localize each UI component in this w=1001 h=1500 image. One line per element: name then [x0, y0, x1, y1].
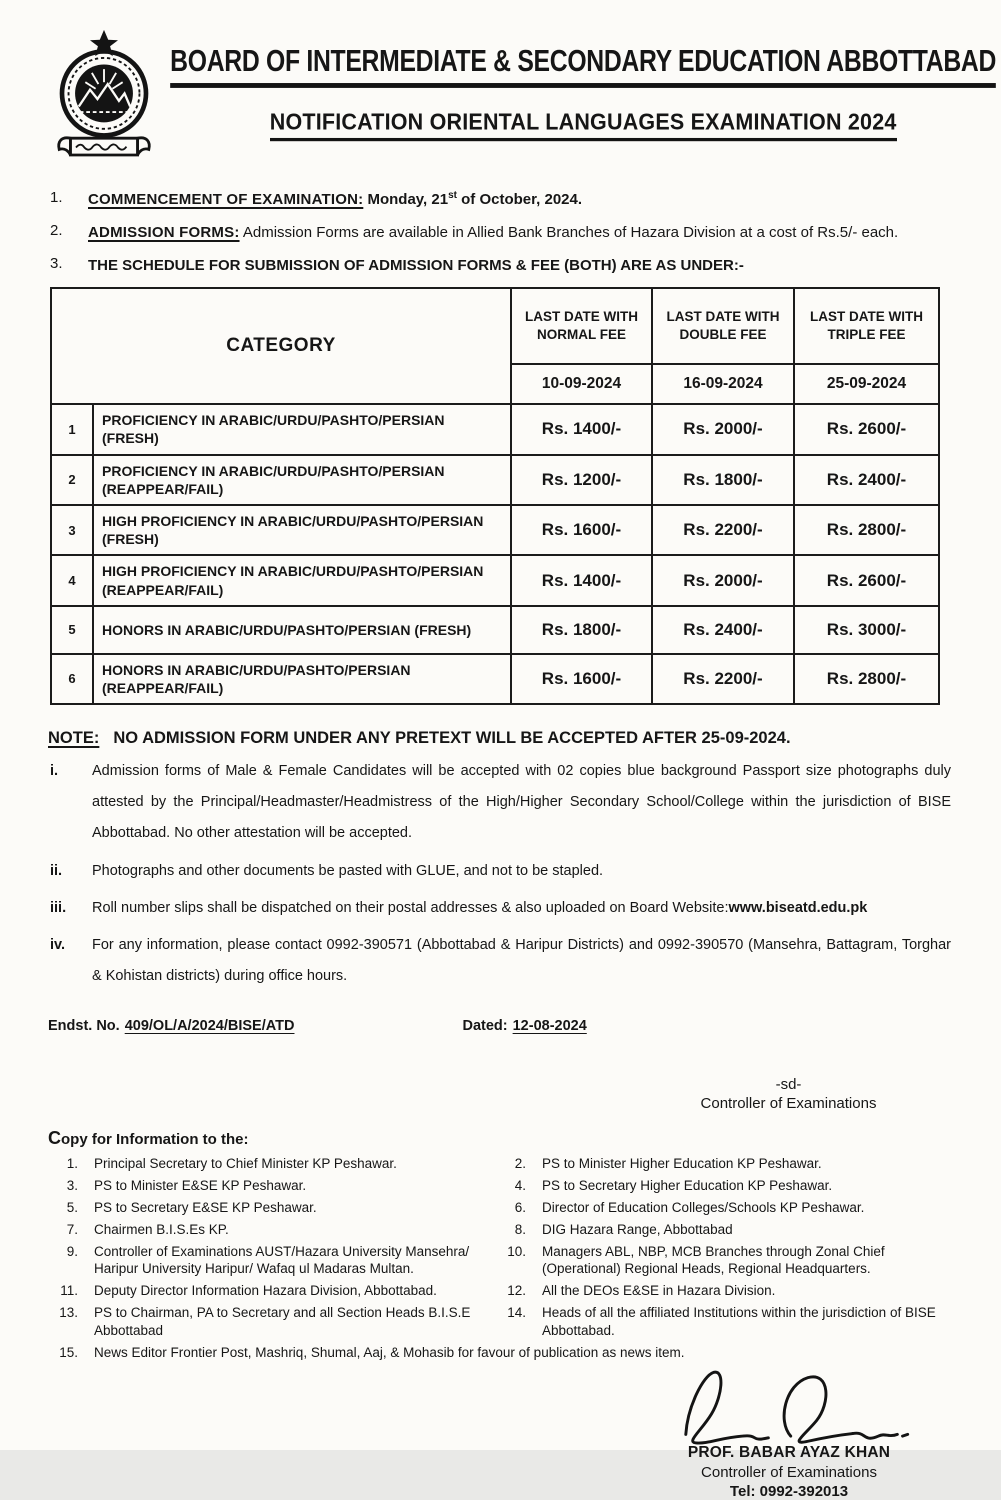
item-number: 3.	[50, 254, 63, 272]
list-item	[496, 1155, 951, 1173]
triple-fee-cell: Rs. 2400/-	[794, 455, 939, 505]
double-fee-cell: Rs. 2000/-	[652, 555, 794, 605]
page-title: BOARD OF INTERMEDIATE & SECONDARY EDUCATION ABBOTTABAD	[170, 44, 996, 88]
copy-column-right	[496, 1155, 951, 1343]
note-points	[48, 756, 951, 992]
signature-image	[660, 1362, 918, 1450]
list-text: PS to Secretary Higher Education KP Peshawar.	[542, 1178, 833, 1194]
list-number: 6.	[514, 1199, 526, 1215]
header-line: LAST DATE WITH	[525, 309, 638, 325]
board-seal-icon	[48, 28, 160, 170]
header-line: DOUBLE FEE	[679, 327, 767, 343]
document-header	[48, 26, 997, 175]
list-text: Heads of all the affiliated Institutions within the jurisdiction of BISE Abbottabad.	[542, 1305, 936, 1338]
header-line: TRIPLE FEE	[827, 327, 906, 343]
list-number: 10.	[507, 1243, 526, 1259]
header-titles	[166, 26, 1000, 140]
board-website-url: www.biseatd.edu.pk	[728, 899, 868, 916]
commencement-label: COMMENCEMENT OF EXAMINATION:	[88, 191, 364, 208]
double-fee-date: 16-09-2024	[652, 364, 794, 404]
triple-fee-cell: Rs. 2600/-	[794, 555, 939, 605]
point-number: iii.	[50, 899, 67, 916]
list-number: 12.	[507, 1283, 526, 1299]
list-text: Principal Secretary to Chief Minister KP Peshawar.	[94, 1156, 397, 1172]
list-item	[48, 1199, 496, 1217]
list-item	[496, 1199, 951, 1217]
normal-fee-header	[511, 288, 652, 364]
header-line: NORMAL FEE	[536, 327, 626, 343]
double-fee-header	[652, 288, 794, 364]
list-item	[496, 1243, 951, 1279]
sd-mark: -sd-	[775, 1076, 802, 1094]
normal-fee-cell: Rs. 1800/-	[511, 606, 652, 654]
triple-fee-cell: Rs. 3000/-	[794, 606, 939, 654]
list-item	[48, 1243, 496, 1279]
triple-fee-date: 25-09-2024	[794, 364, 939, 404]
category-cell: HIGH PROFICIENCY IN ARABIC/URDU/PASHTO/PERSIAN (FRESH)	[93, 505, 511, 555]
ordinal-suffix: st	[448, 190, 457, 201]
normal-fee-cell: Rs. 1600/-	[511, 505, 652, 555]
normal-fee-cell: Rs. 1200/-	[511, 455, 652, 505]
copy-column-left	[48, 1155, 496, 1343]
list-number: 1.	[66, 1156, 78, 1172]
normal-fee-cell: Rs. 1400/-	[511, 555, 652, 605]
row-number: 4	[51, 555, 93, 605]
point-text-pre: Roll number slips shall be dispatched on their postal addresses & also uploaded on Board Website:	[92, 899, 729, 916]
table-row	[51, 654, 939, 704]
dated-value: 12-08-2024	[512, 1018, 587, 1035]
admission-forms-text: Admission Forms are available in Allied Bank Branches of Hazara Division at a cost of Rs.5/- each.	[242, 223, 899, 241]
list-text: Chairmen B.I.S.Es KP.	[94, 1221, 229, 1237]
category-cell: HONORS IN ARABIC/URDU/PASHTO/PERSIAN (FRESH)	[93, 606, 511, 654]
copy-for-information	[48, 1128, 951, 1359]
list-number: 14.	[507, 1305, 526, 1321]
point-number: i.	[50, 763, 59, 780]
table-row	[51, 505, 939, 555]
header-line: LAST DATE WITH	[810, 309, 923, 325]
list-number: 4.	[514, 1178, 526, 1194]
category-cell: HIGH PROFICIENCY IN ARABIC/URDU/PASHTO/PERSIAN (REAPPEAR/FAIL)	[93, 555, 511, 605]
note-text: NO ADMISSION FORM UNDER ANY PRETEXT WILL BE ACCEPTED AFTER 25-09-2024.	[113, 729, 791, 748]
admission-forms-label: ADMISSION FORMS:	[88, 223, 240, 241]
list-item	[496, 1282, 951, 1300]
list-number: 3.	[66, 1178, 78, 1194]
list-item	[48, 1221, 496, 1239]
note-label: NOTE:	[48, 729, 100, 748]
sd-title: Controller of Examinations	[700, 1095, 877, 1113]
list-text: PS to Minister Higher Education KP Peshawar.	[542, 1156, 822, 1172]
triple-fee-cell: Rs. 2600/-	[794, 404, 939, 454]
list-number: 8.	[514, 1221, 526, 1237]
row-number: 3	[51, 505, 93, 555]
category-header: CATEGORY	[51, 288, 511, 404]
normal-fee-cell: Rs. 1600/-	[511, 654, 652, 704]
list-text: PS to Secretary E&SE KP Peshawar.	[94, 1199, 317, 1215]
list-item	[496, 1304, 951, 1340]
point-number: ii.	[50, 862, 63, 879]
endorsement-line	[48, 1018, 951, 1034]
sd-block	[681, 1076, 896, 1112]
signatory-telephone: Tel: 0992-392013	[729, 1482, 849, 1500]
triple-fee-header	[794, 288, 939, 364]
table-row	[51, 455, 939, 505]
list-item	[48, 1155, 496, 1173]
list-item	[496, 1221, 951, 1239]
double-fee-cell: Rs. 2000/-	[652, 404, 794, 454]
point-text: Admission forms of Male & Female Candidates will be accepted with 02 copies blue background Passport size photographs duly attested by the Principal/Headmaster/Headmistress of the High/Higher Secondary School/College within the jurisdiction of BISE Abbottabad. No other attestation will be accepted.	[92, 763, 951, 842]
double-fee-cell: Rs. 2200/-	[652, 505, 794, 555]
list-text: Deputy Director Information Hazara Division, Abbottabad.	[94, 1283, 437, 1299]
list-number: 5.	[66, 1199, 78, 1215]
signatory-title: Controller of Examinations	[701, 1463, 877, 1481]
note-point-iv	[48, 930, 951, 992]
page-subtitle: NOTIFICATION ORIENTAL LANGUAGES EXAMINATION 2024	[270, 109, 897, 141]
list-number: 15.	[59, 1344, 78, 1360]
row-number: 1	[51, 404, 93, 454]
double-fee-cell: Rs. 1800/-	[652, 455, 794, 505]
list-number: 2.	[514, 1156, 526, 1172]
list-text: Managers ABL, NBP, MCB Branches through Zonal Chief (Operational) Regional Heads, Regional Headquarters.	[542, 1243, 885, 1277]
note-point-iii	[48, 893, 951, 924]
list-text: PS to Chairman, PA to Secretary and all Section Heads B.I.S.E Abbottabad	[94, 1305, 471, 1338]
list-text: News Editor Frontier Post, Mashriq, Shumal, Aaj, & Mohasib for favour of publication as news item.	[94, 1344, 685, 1360]
commencement-date-pre: Monday, 21	[367, 191, 449, 208]
table-row	[51, 404, 939, 454]
item-text	[88, 222, 951, 244]
list-item	[48, 1282, 496, 1300]
list-number: 9.	[66, 1243, 78, 1259]
list-number: 7.	[66, 1221, 78, 1237]
note-point-ii	[48, 856, 951, 887]
list-item	[48, 1304, 496, 1340]
normal-fee-cell: Rs. 1400/-	[511, 404, 652, 454]
double-fee-cell: Rs. 2200/-	[652, 654, 794, 704]
list-text: PS to Minister E&SE KP Peshawar.	[94, 1178, 307, 1194]
intro-items	[48, 189, 951, 276]
category-cell: HONORS IN ARABIC/URDU/PASHTO/PERSIAN (REAPPEAR/FAIL)	[93, 654, 511, 704]
list-text: Director of Education Colleges/Schools KP Peshawar.	[542, 1199, 865, 1215]
intro-item-1	[48, 189, 951, 211]
fee-schedule-table	[50, 287, 940, 705]
point-text: Photographs and other documents be pasted with GLUE, and not to be stapled.	[92, 862, 604, 879]
row-number: 5	[51, 606, 93, 654]
list-text: Controller of Examinations AUST/Hazara University Mansehra/ Haripur University Haripur/ Wafaq ul Madaras Multan.	[94, 1243, 470, 1277]
list-item	[496, 1177, 951, 1195]
row-number: 6	[51, 654, 93, 704]
row-number: 2	[51, 455, 93, 505]
signatory-name: PROF. BABAR AYAZ KHAN	[687, 1443, 891, 1461]
endst-label: Endst. No.	[48, 1018, 120, 1035]
point-text: For any information, please contact 0992-390571 (Abbottabad & Haripur Districts) and 0992-390570 (Mansehra, Battagram, Torghar & Kohistan districts) during office hours.	[92, 936, 951, 985]
item-text	[88, 189, 951, 211]
list-number: 11.	[60, 1283, 78, 1299]
normal-fee-date: 10-09-2024	[511, 364, 652, 404]
list-number: 13.	[59, 1305, 78, 1321]
copy-heading: Copy for Information to the:	[48, 1128, 249, 1149]
list-text: DIG Hazara Range, Abbottabad	[542, 1221, 733, 1237]
point-text	[92, 893, 951, 924]
board-seal-icon	[48, 28, 166, 175]
double-fee-cell: Rs. 2400/-	[652, 606, 794, 654]
list-text: All the DEOs E&SE in Hazara Division.	[542, 1283, 776, 1299]
intro-item-3	[48, 255, 951, 277]
note-point-i	[48, 756, 951, 850]
triple-fee-cell: Rs. 2800/-	[794, 505, 939, 555]
category-cell: PROFICIENCY IN ARABIC/URDU/PASHTO/PERSIAN (REAPPEAR/FAIL)	[93, 455, 511, 505]
category-cell: PROFICIENCY IN ARABIC/URDU/PASHTO/PERSIAN (FRESH)	[93, 404, 511, 454]
note-heading	[48, 729, 951, 748]
triple-fee-cell: Rs. 2800/-	[794, 654, 939, 704]
item-number: 1.	[50, 189, 63, 206]
commencement-date-post: of October, 2024.	[456, 191, 583, 208]
schedule-heading: THE SCHEDULE FOR SUBMISSION OF ADMISSION FORMS & FEE (BOTH) ARE AS UNDER:-	[88, 256, 744, 274]
table-row	[51, 606, 939, 654]
header-line: LAST DATE WITH	[666, 309, 780, 325]
list-item	[48, 1177, 496, 1195]
signature-block	[639, 1362, 939, 1500]
intro-item-2	[48, 222, 951, 244]
dated-label: Dated:	[462, 1018, 508, 1035]
copy-columns	[48, 1155, 951, 1343]
table-row	[51, 555, 939, 605]
point-number: iv.	[50, 936, 66, 953]
list-item-15	[48, 1345, 951, 1360]
endst-number: 409/OL/A/2024/BISE/ATD	[124, 1018, 295, 1035]
item-number: 2.	[50, 221, 63, 239]
